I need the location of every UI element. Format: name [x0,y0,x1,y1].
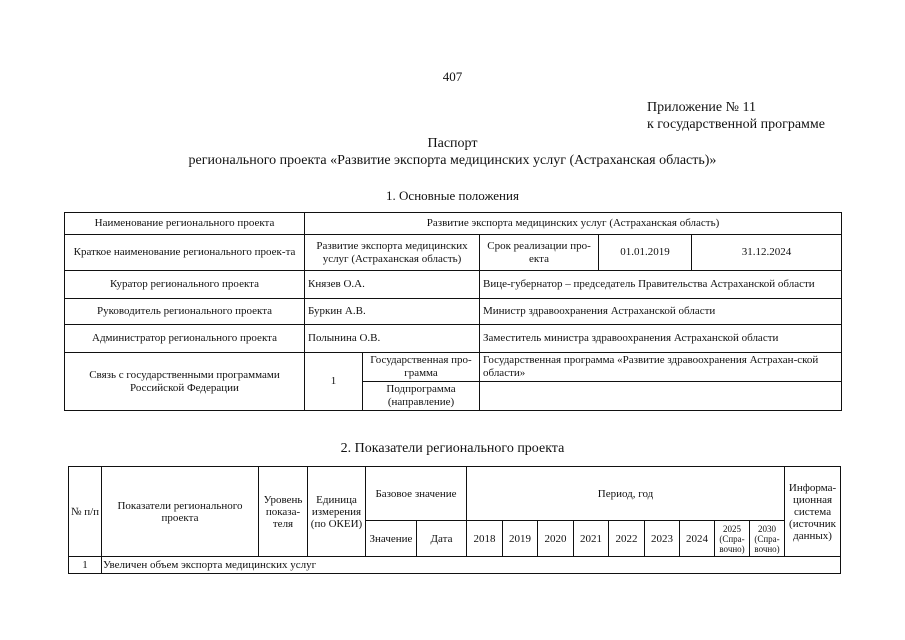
project-name-value: Развитие экспорта медицинских услуг (Астраханская область) [305,213,842,235]
appendix-line-1: Приложение № 11 [647,100,756,115]
appendix-line-2: к государственной программе [647,117,825,132]
ref-year-header [715,521,750,557]
col-value-header: Значение [366,521,417,557]
ref-year-header [750,521,785,557]
col-date-header: Дата [417,521,467,557]
curator-name: Князев О.А. [305,271,480,299]
col-indicator-header: Показатели регионального проекта [102,467,259,557]
curator-position: Вице-губернатор – председатель Правительства Астраханской области [480,271,842,299]
ref-year-note: (Спра-вочно) [719,533,745,554]
head-position: Министр здравоохранения Астраханской области [480,299,842,325]
row-indicator-text: Увеличен объем экспорта медицинских услуг [102,557,841,574]
period-label: Срок реализации про-екта [480,235,599,271]
program-link-number: 1 [305,353,363,411]
basic-provisions-table [64,212,842,411]
col-num-header: № п/п [69,467,102,557]
ref-year: 2030 [758,523,777,534]
program-link-label: Связь с государственными программами Российской Федерации [65,353,305,411]
year-header: 2021 [574,521,609,557]
program-value: Государственная программа «Развитие здравоохранения Астрахан-ской области» [480,353,842,382]
col-level-header: Уровень показа-теля [259,467,308,557]
head-name: Буркин А.В. [305,299,480,325]
document-subtitle: регионального проекта «Развитие экспорта медицинских услуг (Астраханская область)» [188,153,717,168]
year-header: 2018 [467,521,503,557]
section2-heading: 2. Показатели регионального проекта [340,441,565,456]
head-label: Руководитель регионального проекта [65,299,305,325]
subprogram-value [480,382,842,411]
subprogram-label: Подпрограмма (направление) [363,382,480,411]
col-period-header: Период, год [467,467,785,521]
document-title: Паспорт [427,136,478,151]
year-header: 2022 [609,521,645,557]
admin-name: Полынина О.В. [305,325,480,353]
admin-position: Заместитель министра здравоохранения Астраханской области [480,325,842,353]
admin-label: Администратор регионального проекта [65,325,305,353]
curator-label: Куратор регионального проекта [65,271,305,299]
year-header: 2023 [645,521,680,557]
col-unit-header: Единица измерения (по ОКЕИ) [308,467,366,557]
period-start: 01.01.2019 [599,235,692,271]
appendix-caption [647,99,825,133]
row-number: 1 [69,557,102,574]
page-number: 407 [442,69,463,84]
short-name-label: Краткое наименование регионального проек-та [65,235,305,271]
col-base-header: Базовое значение [366,467,467,521]
year-header: 2020 [538,521,574,557]
year-header: 2019 [503,521,538,557]
project-name-label: Наименование регионального проекта [65,213,305,235]
col-info-header: Информа-ционная система (источник данных) [785,467,841,557]
period-end: 31.12.2024 [692,235,842,271]
short-name-value: Развитие экспорта медицинских услуг (Астраханская область) [305,235,480,271]
section1-heading: 1. Основные положения [386,188,519,203]
indicators-table [68,466,841,574]
ref-year: 2025 [723,523,742,534]
year-header: 2024 [680,521,715,557]
program-label: Государственная про-грамма [363,353,480,382]
ref-year-note: (Спра-вочно) [754,533,780,554]
